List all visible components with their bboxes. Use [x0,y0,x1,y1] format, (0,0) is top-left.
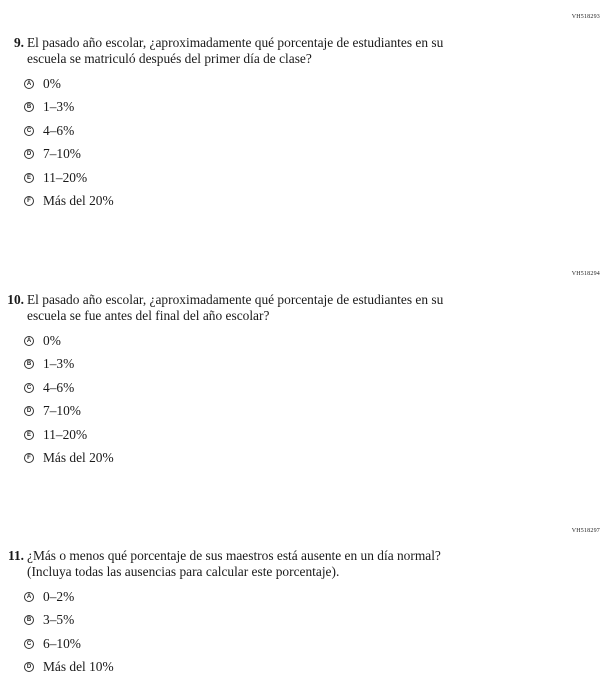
answer-options [24,585,324,679]
option-a[interactable] [24,72,324,96]
option-d[interactable] [24,400,324,424]
option-label: 0% [43,332,61,348]
question-text-line: escuela se matriculó después del primer día de clase? [27,51,312,66]
answer-options [24,329,324,470]
answer-bubble-icon[interactable]: C [24,639,34,649]
option-d[interactable] [24,143,324,167]
option-label: 3–5% [43,612,75,628]
option-label: 7–10% [43,146,81,162]
option-label: 7–10% [43,403,81,419]
answer-bubble-icon[interactable]: F [24,453,34,463]
option-label: 1–3% [43,356,75,372]
option-label: Más del 20% [43,450,114,466]
item-code: VH518293 [571,14,600,20]
option-label: Más del 20% [43,193,114,209]
option-label: Más del 10% [43,659,114,675]
option-b[interactable] [24,353,324,377]
question-text-line: escuela se fue antes del final del año escolar? [27,308,270,323]
option-b[interactable] [24,96,324,120]
option-label: 0% [43,75,61,91]
item-code: VH518294 [571,271,600,277]
option-label: 4–6% [43,379,75,395]
answer-bubble-icon[interactable]: F [24,196,34,206]
answer-options [24,72,324,213]
answer-bubble-icon[interactable]: D [24,662,34,672]
answer-bubble-icon[interactable]: D [24,149,34,159]
option-c[interactable] [24,119,324,143]
option-label: 11–20% [43,169,88,185]
option-label: 4–6% [43,122,75,138]
question-number: 10. [7,292,24,307]
answer-bubble-icon[interactable]: E [24,173,34,183]
answer-bubble-icon[interactable]: A [24,336,34,346]
answer-bubble-icon[interactable]: B [24,359,34,369]
answer-bubble-icon[interactable]: A [24,592,34,602]
question-text [27,35,497,67]
option-b[interactable] [24,609,324,633]
answer-bubble-icon[interactable]: B [24,102,34,112]
option-e[interactable] [24,166,324,190]
question-text-line: (Incluya todas las ausencias para calcular este porcentaje). [27,564,340,579]
option-d[interactable] [24,656,324,680]
answer-bubble-icon[interactable]: D [24,406,34,416]
option-f[interactable] [24,447,324,471]
question-text [27,548,497,580]
question-text-line: ¿Más o menos qué porcentaje de sus maestros está ausente en un día normal? [27,548,441,563]
option-label: 1–3% [43,99,75,115]
answer-bubble-icon[interactable]: A [24,79,34,89]
question-number: 9. [13,35,24,50]
question-text-line: El pasado año escolar, ¿aproximadamente qué porcentaje de estudiantes en su [27,35,444,50]
option-a[interactable] [24,585,324,609]
option-e[interactable] [24,423,324,447]
question-text-line: El pasado año escolar, ¿aproximadamente qué porcentaje de estudiantes en su [27,292,444,307]
answer-bubble-icon[interactable]: E [24,430,34,440]
option-label: 0–2% [43,588,75,604]
answer-bubble-icon[interactable]: C [24,383,34,393]
answer-bubble-icon[interactable]: B [24,615,34,625]
question-text [27,292,497,324]
question-number: 11. [8,548,24,563]
option-c[interactable] [24,632,324,656]
option-label: 6–10% [43,635,81,651]
option-c[interactable] [24,376,324,400]
option-label: 11–20% [43,426,88,442]
item-code: VH518297 [571,528,600,534]
option-f[interactable] [24,190,324,214]
option-a[interactable] [24,329,324,353]
answer-bubble-icon[interactable]: C [24,126,34,136]
